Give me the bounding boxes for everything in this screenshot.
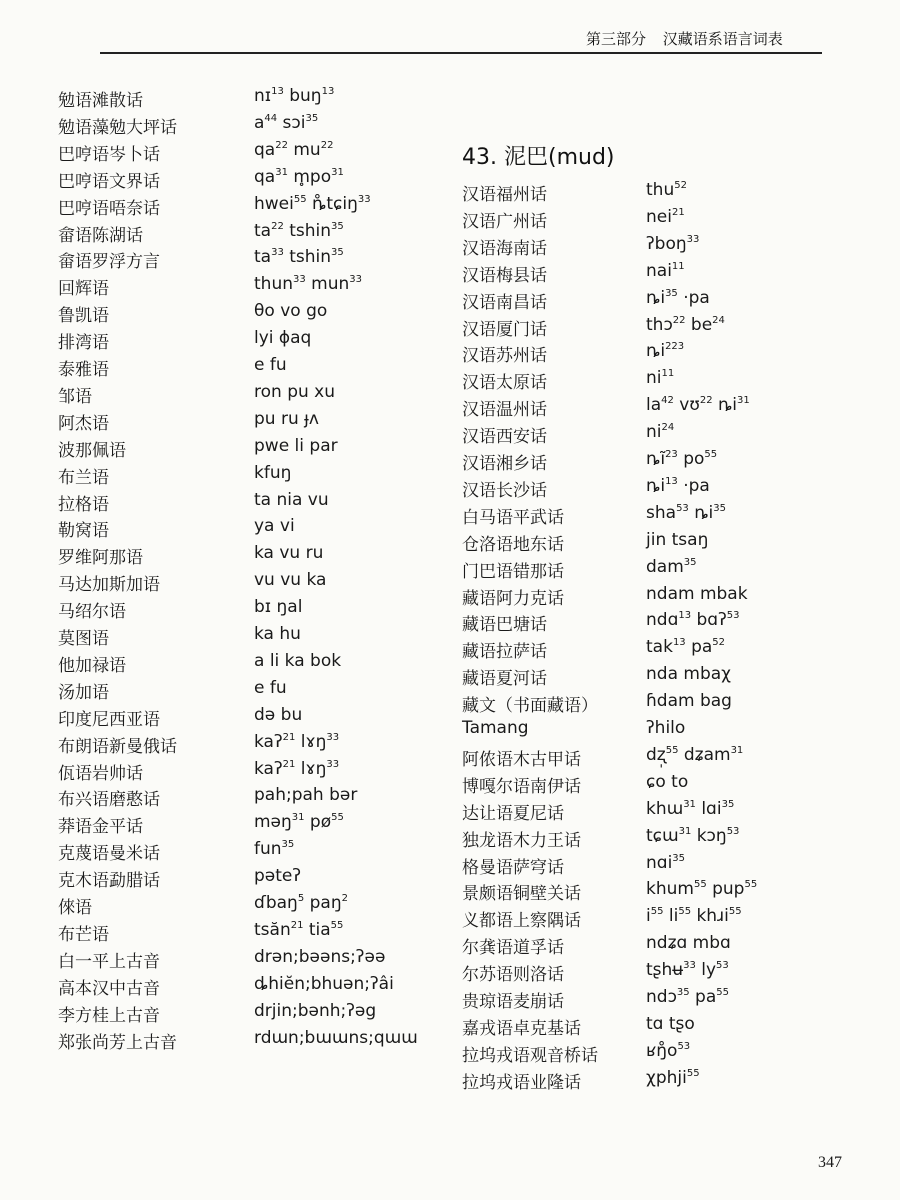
word-form: kaʔ$^{21}$ lɤŋ$^{33}$ — [254, 758, 340, 779]
word-form: tʂhʉ$^{33}$ $ly^{53}$ — [646, 960, 729, 981]
word-form: thun$^{33}$ mun$^{33}$ — [254, 274, 362, 295]
page-number: 347 — [818, 1154, 842, 1171]
language-name: 格曼语萨穹话 — [462, 857, 564, 878]
word-form: rdɯn;bɯɯns;qɯɯ — [254, 1027, 418, 1048]
word-form: nei$^{21}$ — [646, 206, 685, 227]
word-form: nai$^{11}$ — [646, 260, 685, 281]
language-name: 邹语 — [58, 386, 92, 407]
language-name: 排湾语 — [58, 333, 109, 354]
language-name: 汉语温州话 — [462, 400, 547, 421]
language-name: 景颇语铜壁关话 — [462, 884, 581, 905]
language-name: 马达加斯加语 — [58, 575, 160, 596]
language-name: 藏语夏河话 — [462, 669, 547, 690]
word-form: $ni^{11}$ — [646, 368, 675, 389]
word-form: e fu — [254, 355, 287, 375]
language-name: 汉语湘乡话 — [462, 454, 547, 474]
language-name: Tamang — [462, 718, 529, 738]
language-name: 巴哼语文界话 — [58, 171, 160, 192]
header-title: 汉藏语系语言词表 — [662, 30, 783, 48]
language-name: 汉语苏州话 — [462, 346, 547, 367]
language-name: 巴哼语唔奈话 — [58, 198, 160, 219]
language-name: 白一平上古音 — [58, 951, 160, 972]
word-form: e fu — [254, 677, 287, 698]
word-form: $i^{55}$ $li^{55}$ khɹi$^{55}$ — [646, 906, 742, 927]
language-name: 回辉语 — [58, 279, 109, 300]
word-form: ndam mbak — [646, 583, 748, 604]
language-name: 义都语上察隅话 — [462, 911, 581, 932]
language-name: 博嘎尔语南伊话 — [462, 776, 581, 797]
word-form: vu vu ka — [254, 570, 327, 591]
word-form: ka vu ru — [254, 543, 324, 564]
language-name: 罗维阿那语 — [58, 548, 143, 569]
word-form: ron pu xu — [254, 381, 335, 402]
word-form: ɗbaŋ$^5$ paŋ$^2$ — [254, 893, 348, 913]
language-name: 克木语勐腊话 — [58, 871, 160, 892]
word-form: ndɑ$^{13}$ bɑʔ$^{53}$ — [646, 610, 740, 631]
language-name: 仓洛语地东话 — [462, 534, 564, 555]
word-form: $ȵi^{223}$ — [646, 341, 685, 362]
word-form: tɕɯ$^{31}$ kɔŋ$^{53}$ — [646, 825, 740, 846]
language-name: 莽语金平话 — [58, 817, 143, 838]
language-name: 嘉戎语卓克基话 — [462, 1018, 581, 1039]
language-name: 阿杰语 — [58, 413, 109, 434]
language-name: 汉语梅县话 — [462, 265, 547, 286]
word-form: dʐ̩$^{55}$ dʑam$^{31}$ — [646, 744, 744, 765]
language-name: 阿侬语木古甲话 — [462, 749, 581, 770]
language-name: 畲语罗浮方言 — [58, 252, 160, 273]
word-form: tɑ tʂo — [646, 1013, 695, 1034]
language-name: 布芒语 — [58, 924, 109, 945]
word-form: ndɔ$^{35}$ $pa^{55}$ — [646, 987, 729, 1007]
language-name: 汉语海南话 — [462, 238, 547, 259]
word-form: $a^{44}$ sɔi$^{35}$ — [254, 112, 319, 133]
language-name: 汉语厦门话 — [462, 319, 547, 340]
language-name: 达让语夏尼话 — [462, 803, 564, 824]
word-form: $ni^{24}$ — [646, 422, 675, 443]
word-form: ʔboŋ$^{33}$ — [646, 233, 700, 254]
header-part: 第三部分 — [586, 30, 647, 48]
language-name: 尔龚语道孚话 — [462, 938, 564, 959]
language-name: 汉语太原话 — [462, 373, 547, 394]
language-name: 拉坞戎语业隆话 — [462, 1072, 581, 1093]
word-form: tak$^{13}$ $pa^{52}$ — [646, 637, 726, 658]
language-name: 巴哼语岑卜话 — [58, 144, 160, 165]
word-form: tsăn$^{21}$ tia$^{55}$ — [254, 919, 344, 940]
language-name: 尔苏语则洛话 — [462, 965, 564, 986]
language-name: 汉语广州话 — [462, 211, 547, 232]
word-form: thu$^{52}$ — [646, 180, 687, 200]
header-rule — [100, 52, 822, 54]
language-name: 白马语平武话 — [462, 507, 564, 528]
word-form: jin tsaŋ — [646, 529, 709, 550]
language-name: 藏文（书面藏语） — [462, 696, 598, 717]
word-form: $ȵĩ^{23}$ $po^{55}$ — [646, 449, 718, 469]
word-form: bɪ ŋal — [254, 597, 303, 618]
word-form: $la^{42}$ vʊ$^{22}$ $ȵi^{31}$ — [646, 395, 750, 416]
section-title: 43. 泥巴(mud) — [462, 145, 615, 170]
word-form: $ta^{22}$ tshin$^{35}$ — [254, 220, 344, 241]
word-form: ɕo to — [646, 771, 689, 792]
word-form: sha$^{53}$ $ȵi^{35}$ — [646, 502, 726, 523]
language-name: 勉语藻勉大坪话 — [58, 117, 177, 138]
word-form: ta nia vu — [254, 489, 329, 510]
language-name: 佤语岩帅话 — [58, 763, 143, 784]
language-name: 波那佩语 — [58, 440, 126, 461]
language-name: 畲语陈湖话 — [58, 225, 143, 246]
language-name: 汉语福州话 — [462, 185, 547, 205]
language-name: 泰雅语 — [58, 360, 109, 380]
language-name: 汉语西安话 — [462, 427, 547, 448]
language-name: 汉语长沙话 — [462, 480, 547, 501]
language-name: 独龙语木力王话 — [462, 830, 581, 851]
language-name: 拉格语 — [58, 494, 109, 515]
language-name: 汤加语 — [58, 682, 109, 703]
word-form: θo vo go — [254, 301, 328, 322]
word-form: pah;pah bər — [254, 785, 358, 806]
language-name: 汉语南昌话 — [462, 292, 547, 313]
word-form: drjin;bənh;ʔəg — [254, 1000, 377, 1021]
word-form: nɑi$^{35}$ — [646, 852, 686, 873]
word-form: $ta^{33}$ tshin$^{35}$ — [254, 247, 344, 268]
language-name: 高本汉中古音 — [58, 978, 160, 999]
language-name: 他加禄语 — [58, 655, 126, 676]
word-form: pwe li par — [254, 435, 338, 456]
word-form: ɦdam bag — [646, 691, 732, 712]
language-name: 鲁凯语 — [58, 306, 109, 327]
language-name: 郑张尚芳上古音 — [58, 1032, 177, 1053]
language-name: 倈语 — [58, 898, 92, 918]
language-name: 藏语阿力克话 — [462, 588, 564, 609]
word-form: ȡhiĕn;bhuən;ʔâi — [254, 973, 394, 994]
word-form: $qa^{31}$ $m̥po^{31}$ — [254, 166, 344, 187]
word-form: fun$^{35}$ — [254, 839, 295, 860]
language-name: 印度尼西亚语 — [58, 709, 160, 730]
language-name: 拉坞戎语观音桥话 — [462, 1045, 598, 1066]
word-form: $ȵi^{35} \cdot pa$ — [646, 287, 710, 308]
word-form: dam$^{35}$ — [646, 556, 697, 577]
word-form: nda mbaχ — [646, 664, 731, 685]
word-form: drən;bəəns;ʔəə — [254, 946, 386, 967]
word-form: thɔ$^{22}$ $be^{24}$ — [646, 314, 725, 335]
word-form: məŋ$^{31}$ $pø^{55}$ — [254, 812, 344, 833]
word-form: ʔhilo — [646, 718, 686, 738]
word-form: χphji$^{55}$ — [646, 1067, 700, 1088]
word-form: khum$^{55}$ pup$^{55}$ — [646, 879, 758, 900]
language-name: 门巴语错那话 — [462, 561, 564, 582]
word-form: ya vi — [254, 516, 295, 537]
word-form: $qa^{22}$ $mu^{22}$ — [254, 139, 334, 160]
language-name: 布兴语磨憨话 — [58, 790, 160, 811]
word-form: ndʑɑ mbɑ — [646, 933, 731, 954]
word-form: pu ru ɟʌ — [254, 408, 319, 429]
word-form: hwei$^{55}$ ȵ̊tɕiŋ$^{33}$ — [254, 193, 371, 214]
word-form: a li ka bok — [254, 650, 342, 671]
word-form: khɯ$^{31}$ lɑi$^{35}$ — [646, 798, 735, 819]
word-form: pəteʔ — [254, 866, 302, 887]
language-name: 勒窝语 — [58, 521, 109, 542]
word-form: kaʔ$^{21}$ lɤŋ$^{33}$ — [254, 731, 340, 752]
word-form: lyi ɸaq — [254, 328, 312, 349]
language-name: 贵琼语麦崩话 — [462, 992, 564, 1012]
word-form: ka hu — [254, 624, 301, 644]
language-name: 克蔑语曼米话 — [58, 844, 160, 865]
language-name: 马绍尔语 — [58, 602, 126, 623]
language-name: 布兰语 — [58, 467, 109, 488]
language-name: 藏语巴塘话 — [462, 615, 547, 636]
language-name: 勉语滩散话 — [58, 91, 143, 111]
word-form: də bu — [254, 704, 303, 725]
language-name: 布朗语新曼俄话 — [58, 736, 177, 757]
running-header — [586, 28, 816, 49]
word-form: kfuŋ — [254, 462, 292, 483]
word-form: $ȵi^{13} \cdot pa$ — [646, 475, 710, 496]
language-name: 藏语拉萨话 — [462, 642, 547, 663]
language-name: 李方桂上古音 — [58, 1005, 160, 1026]
word-form: $ʁŋ̊o^{53}$ — [646, 1040, 691, 1061]
language-name: 莫图语 — [58, 629, 109, 649]
word-form: nɪ$^{13}$ buŋ$^{13}$ — [254, 86, 335, 106]
